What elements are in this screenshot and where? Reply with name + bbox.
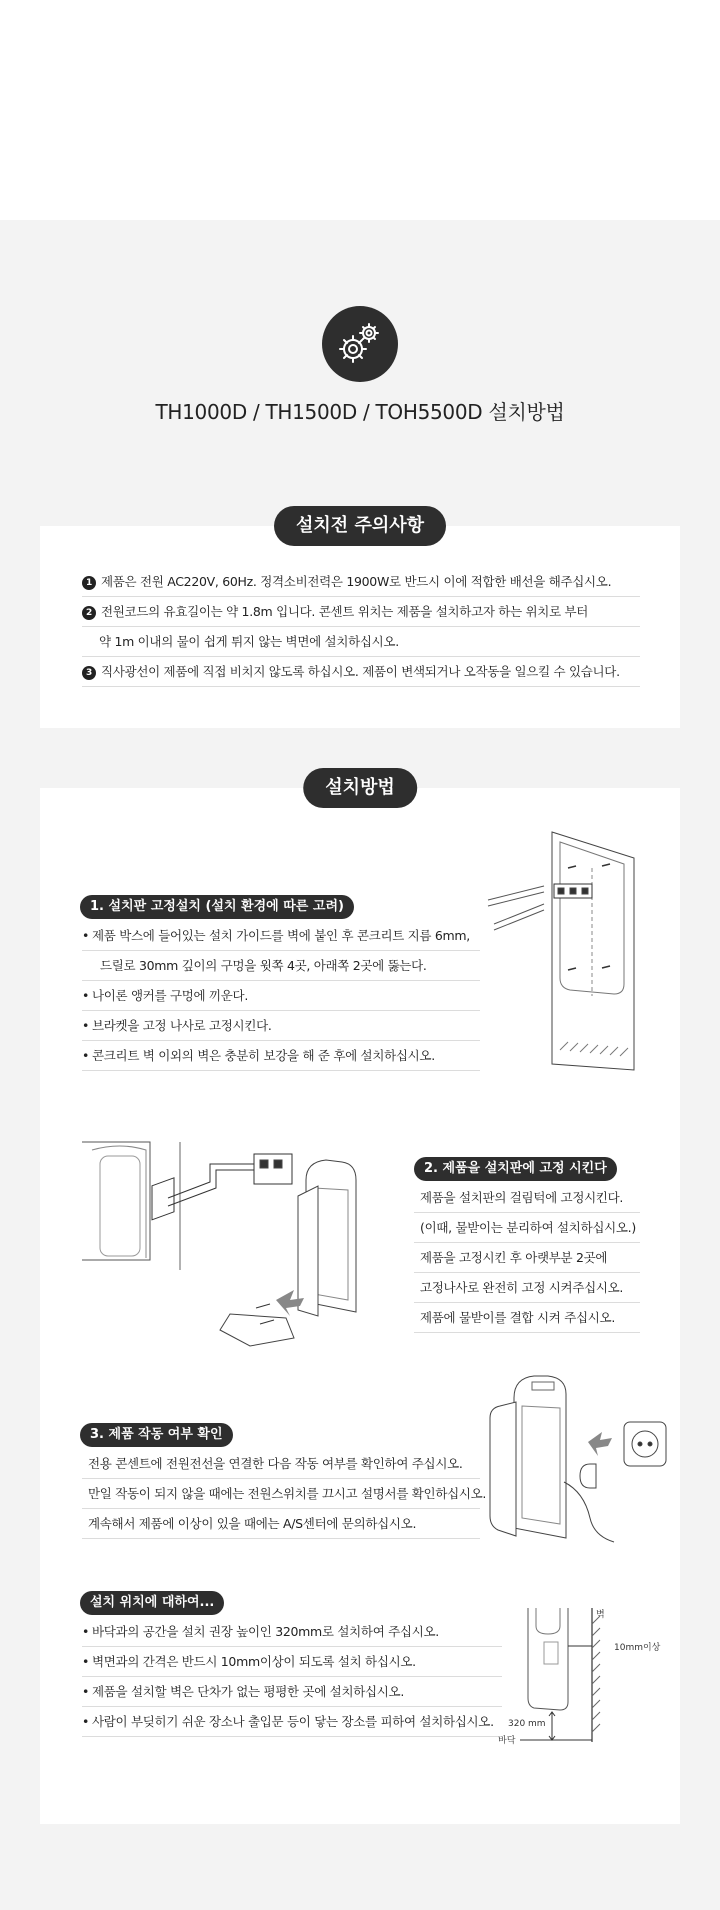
step1-line: • 브라켓을 고정 나사로 고정시킨다. bbox=[82, 1011, 480, 1041]
step1-title: 1. 설치판 고정설치 (설치 환경에 따른 고려) bbox=[80, 895, 354, 919]
location-line: • 벽면과의 간격은 반드시 10mm이상이 되도록 설치 하십시오. bbox=[82, 1647, 502, 1677]
step3-line: 계속해서 제품에 이상이 있을 때에는 A/S센터에 문의하십시오. bbox=[82, 1509, 480, 1539]
floor-label: 바닥 bbox=[498, 1736, 516, 1746]
precaution-item bbox=[82, 627, 640, 657]
precaution-item bbox=[82, 567, 640, 597]
number-badge: 3 bbox=[82, 666, 96, 680]
precaution-text: 제품은 전원 AC220V, 60Hz. 정격소비전력은 1900W로 반드시 이에 적합한 배선을 해주십시오. bbox=[101, 574, 612, 589]
mounting-plate-illustration bbox=[484, 828, 644, 1074]
location-line: • 제품을 설치할 벽은 단차가 없는 평평한 곳에 설치하십시오. bbox=[82, 1677, 502, 1707]
wall-label: 벽 bbox=[596, 1610, 605, 1620]
location-line: • 바닥과의 공간을 설치 권장 높이인 320mm로 설치하여 주십시오. bbox=[82, 1617, 502, 1647]
step3-title: 3. 제품 작동 여부 확인 bbox=[80, 1423, 233, 1447]
step2-title: 2. 제품을 설치판에 고정 시킨다 bbox=[414, 1157, 617, 1181]
method-heading: 설치방법 bbox=[303, 768, 417, 808]
step3-line: 전용 콘센트에 전원전선을 연결한 다음 작동 여부를 확인하여 주십시오. bbox=[82, 1449, 480, 1479]
step1-line: • 제품 박스에 들어있는 설치 가이드를 벽에 붙인 후 콘크리트 지름 6mm, bbox=[82, 921, 480, 951]
step2-line: 고정나사로 완전히 고정 시켜주십시오. bbox=[414, 1273, 640, 1303]
precautions-heading: 설치전 주의사항 bbox=[274, 506, 446, 546]
product-mounting-illustration bbox=[80, 1140, 400, 1350]
step2-line: 제품에 물받이를 결합 시켜 주십시오. bbox=[414, 1303, 640, 1333]
location-diagram bbox=[498, 1606, 662, 1746]
precaution-text: 전원코드의 유효길이는 약 1.8m 입니다. 콘센트 위치는 제품을 설치하고자 하는 위치로 부터 bbox=[101, 604, 589, 619]
height-label: 320 mm bbox=[508, 1719, 546, 1729]
precaution-item bbox=[82, 657, 640, 687]
number-badge: 1 bbox=[82, 576, 96, 590]
precaution-text: 약 1m 이내의 물이 쉽게 튀지 않는 벽면에 설치하십시오. bbox=[99, 634, 399, 649]
step1-line: • 콘크리트 벽 이외의 벽은 충분히 보강을 해 준 후에 설치하십시오. bbox=[82, 1041, 480, 1071]
step2-line: (이때, 물받이는 분리하여 설치하십시오.) bbox=[414, 1213, 640, 1243]
gap-label: 10mm이상 bbox=[614, 1643, 661, 1653]
page-title: TH1000D / TH1500D / TOH5500D 설치방법 bbox=[155, 400, 565, 424]
step1-line: 드릴로 30mm 깊이의 구멍을 윗쪽 4곳, 아래쪽 2곳에 뚫는다. bbox=[82, 951, 480, 981]
top-blank-area bbox=[0, 0, 720, 220]
location-line: • 사람이 부딪히기 쉬운 장소나 출입문 등이 닿는 장소를 피하여 설치하십시오. bbox=[82, 1707, 502, 1737]
number-badge: 2 bbox=[82, 606, 96, 620]
step3-line: 만일 작동이 되지 않을 때에는 전원스위치를 끄시고 설명서를 확인하십시오. bbox=[82, 1479, 480, 1509]
location-title: 설치 위치에 대하여... bbox=[80, 1591, 224, 1615]
step2-line: 제품을 설치판의 걸림턱에 고정시킨다. bbox=[414, 1183, 640, 1213]
step2-line: 제품을 고정시킨 후 아랫부분 2곳에 bbox=[414, 1243, 640, 1273]
gears-icon bbox=[322, 306, 398, 382]
step1-line: • 나이론 앵커를 구멍에 끼운다. bbox=[82, 981, 480, 1011]
precaution-text: 직사광선이 제품에 직접 비치지 않도록 하십시오. 제품이 변색되거나 오작동을 일으킬 수 있습니다. bbox=[101, 664, 620, 679]
precaution-item bbox=[82, 597, 640, 627]
power-check-illustration bbox=[484, 1372, 674, 1544]
